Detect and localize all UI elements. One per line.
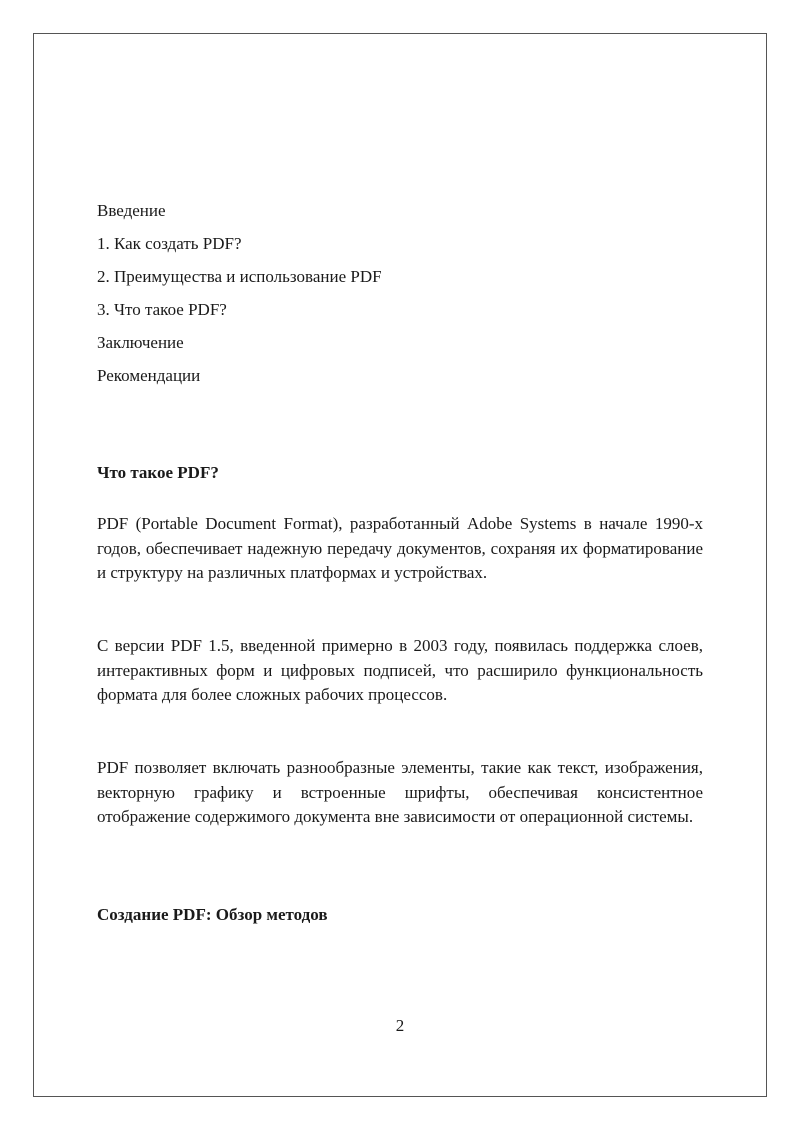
paragraph-definition: PDF (Portable Document Format), разработанный Adobe Systems в начале 1990-х годов, обеспечивает надежную передачу документов, сохраняя их форматирование и структуру на различных платформах и устройствах. [97,514,703,582]
paragraph-version-history: С версии PDF 1.5, введенной примерно в 2003 году, появилась поддержка слоев, интерактивных форм и цифровых подписей, что расширило функциональность формата для более сложных рабочих процессов. [97,636,703,704]
section-heading-what-is-pdf: Что такое PDF? [97,463,219,482]
toc-item-recommendations: Рекомендации [97,366,201,385]
toc-item-conclusion: Заключение [97,333,184,352]
table-of-contents [97,200,717,398]
toc-item-introduction: Введение [97,201,166,220]
toc-item-advantages: 2. Преимущества и использование PDF [97,267,382,286]
toc-item-how-to-create: 1. Как создать PDF? [97,234,242,253]
page-number: 2 [395,1016,405,1035]
section-heading-creation: Создание PDF: Обзор методов [97,905,328,924]
document-page [33,33,767,1097]
paragraph-features: PDF позволяет включать разнообразные элементы, такие как текст, изображения, векторную графику и встроенные шрифты, обеспечивая консистентное отображение содержимого документа вне зависимости от операционной системы. [97,758,703,826]
toc-item-what-is-pdf: 3. Что такое PDF? [97,300,227,319]
